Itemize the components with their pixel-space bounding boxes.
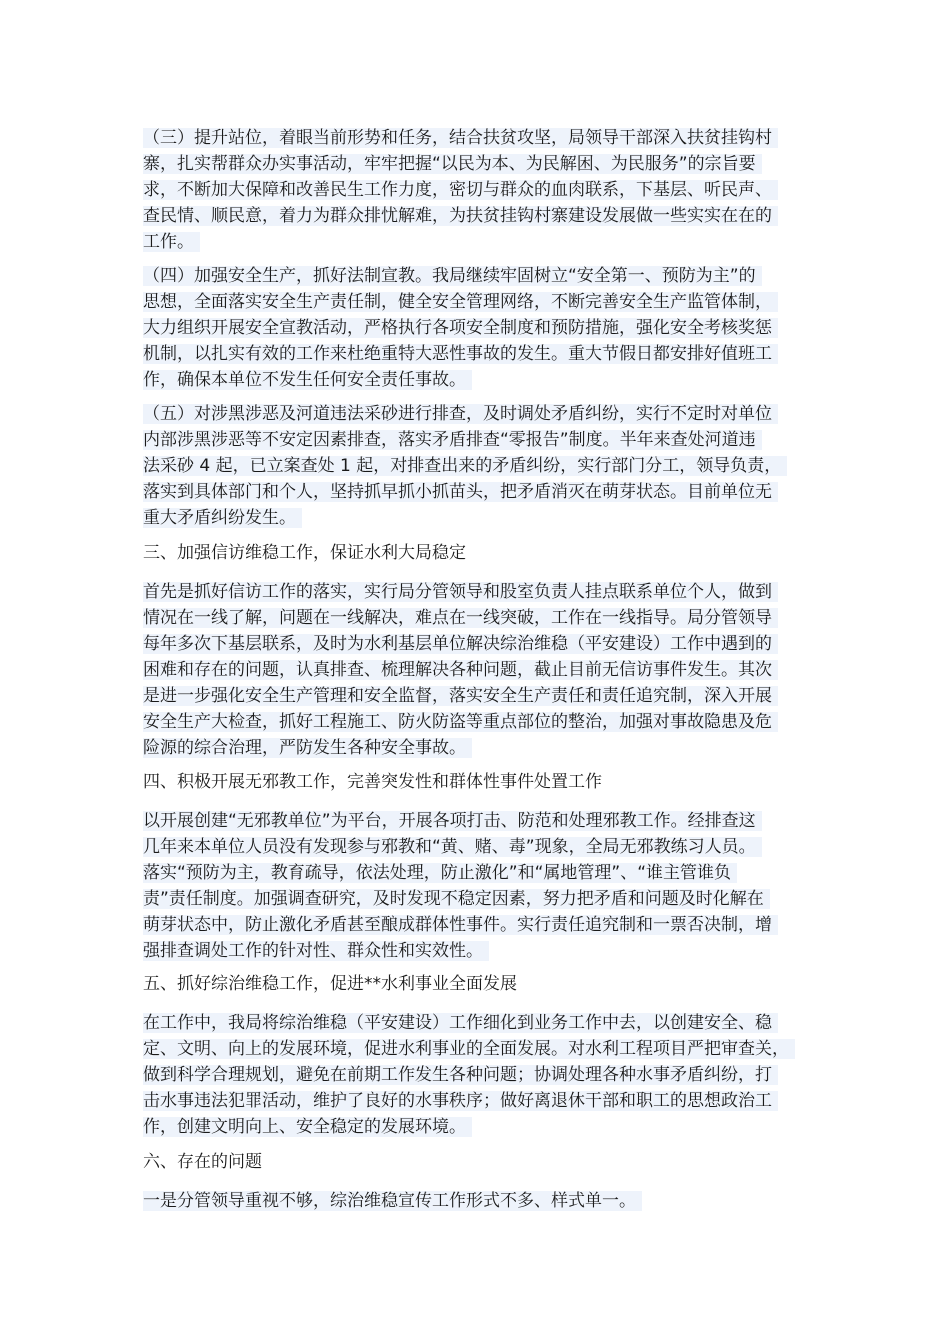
text-line: （三）提升站位，着眼当前形势和任务，结合扶贫攻坚，局领导干部深入扶贫挂钩村: [143, 128, 778, 148]
text-line: 责”责任制度。加强调查研究，及时发现不稳定因素，努力把矛盾和问题及时化解在: [143, 889, 770, 909]
section-heading-6: [143, 1149, 813, 1175]
section-heading-4: [143, 769, 813, 795]
text-line: 以开展创建“无邪教单位”为平台，开展各项打击、防范和处理邪教工作。经排查这: [143, 811, 762, 831]
paragraph-problems: [143, 1188, 813, 1214]
text-line: 查民情、顺民意，着力为群众排忧解难，为扶贫挂钩村寨建设发展做一些实实在在的: [143, 206, 778, 226]
text-line: 机制，以扎实有效的工作来杜绝重特大恶性事故的发生。重大节假日都安排好值班工: [143, 344, 778, 364]
text-line: 是进一步强化安全生产管理和安全监督，落实安全生产责任和责任追究制，深入开展: [143, 686, 778, 706]
text-line: 思想，全面落实安全生产责任制，健全安全管理网络，不断完善安全生产监管体制，: [143, 292, 778, 312]
text-line: 落实“预防为主，教育疏导，依法处理，防止激化”和“属地管理”、“谁主管谁负: [143, 863, 737, 883]
paragraph-petition: [143, 579, 813, 761]
text-line: 求，不断加大保障和改善民生工作力度，密切与群众的血肉联系，下基层、听民声、: [143, 180, 778, 200]
text-line: 在工作中，我局将综治维稳（平安建设）工作细化到业务工作中去，以创建安全、稳: [143, 1013, 778, 1033]
heading-text: 三、加强信访维稳工作，保证水利大局稳定: [143, 543, 466, 563]
text-line: 寨，扎实帮群众办实事活动，牢牢把握“以民为本、为民解困、为民服务”的宗旨要: [143, 154, 762, 174]
text-line: 萌芽状态中，防止激化矛盾甚至酿成群体性事件。实行责任追究制和一票否决制，增: [143, 915, 778, 935]
section-heading-5: [143, 971, 813, 997]
heading-text: 五、抓好综治维稳工作，促进**水利事业全面发展: [143, 974, 517, 994]
text-line: 定、文明、向上的发展环境，促进水利事业的全面发展。对水利工程项目严把审查关，: [143, 1039, 795, 1059]
heading-text: 四、积极开展无邪教工作，完善突发性和群体性事件处置工作: [143, 772, 602, 792]
text-line: 击水事违法犯罪活动，维护了良好的水事秩序；做好离退休干部和职工的思想政治工: [143, 1091, 778, 1111]
text-line: 作，确保本单位不发生任何安全责任事故。: [143, 370, 472, 390]
text-line: 险源的综合治理，严防发生各种安全事故。: [143, 738, 472, 758]
text-line: 做到科学合理规划，避免在前期工作发生各种问题；协调处理各种水事矛盾纠纷，打: [143, 1065, 778, 1085]
section-heading-3: [143, 540, 813, 566]
text-line: 工作。: [143, 232, 200, 252]
text-line: 作，创建文明向上、安全稳定的发展环境。: [143, 1117, 472, 1137]
paragraph-safety-5: [143, 401, 813, 531]
text-line: （四）加强安全生产，抓好法制宣教。我局继续牢固树立“安全第一、预防为主”的: [143, 266, 762, 286]
paragraph-no-cult: [143, 808, 813, 964]
paragraph-stability: [143, 1010, 813, 1140]
text-line: 内部涉黑涉恶等不安定因素排查，落实矛盾排查“零报告”制度。半年来查处河道违: [143, 430, 762, 450]
text-line: 困难和存在的问题，认真排查、梳理解决各种问题，截止目前无信访事件发生。其次: [143, 660, 778, 680]
text-line: （五）对涉黑涉恶及河道违法采砂进行排查，及时调处矛盾纠纷，实行不定时对单位: [143, 404, 778, 424]
text-line: 落实到具体部门和个人，坚持抓早抓小抓苗头，把矛盾消灭在萌芽状态。目前单位无: [143, 482, 778, 502]
text-line: 一是分管领导重视不够，综治维稳宣传工作形式不多、样式单一。: [143, 1191, 642, 1211]
text-line: 每年多次下基层联系，及时为水利基层单位解决综治维稳（平安建设）工作中遇到的: [143, 634, 778, 654]
paragraph-safety-3: [143, 125, 813, 255]
heading-text: 六、存在的问题: [143, 1152, 262, 1172]
text-line: 大力组织开展安全宣教活动，严格执行各项安全制度和预防措施，强化安全考核奖惩: [143, 318, 778, 338]
text-line: 安全生产大检查，抓好工程施工、防火防盗等重点部位的整治，加强对事故隐患及危: [143, 712, 778, 732]
text-line: 几年来本单位人员没有发现参与邪教和“黄、赌、毒”现象，全局无邪教练习人员。: [143, 837, 762, 857]
text-line: 强排查调处工作的针对性、群众性和实效性。: [143, 941, 489, 961]
text-line: 法采砂 4 起，已立案查处 1 起，对排查出来的矛盾纠纷，实行部门分工，领导负责，: [143, 456, 787, 476]
text-line: 重大矛盾纠纷发生。: [143, 508, 302, 528]
text-line: 情况在一线了解，问题在一线解决，难点在一线突破，工作在一线指导。局分管领导: [143, 608, 778, 628]
paragraph-safety-4: [143, 263, 813, 393]
text-line: 首先是抓好信访工作的落实，实行局分管领导和股室负责人挂点联系单位个人，做到: [143, 582, 778, 602]
